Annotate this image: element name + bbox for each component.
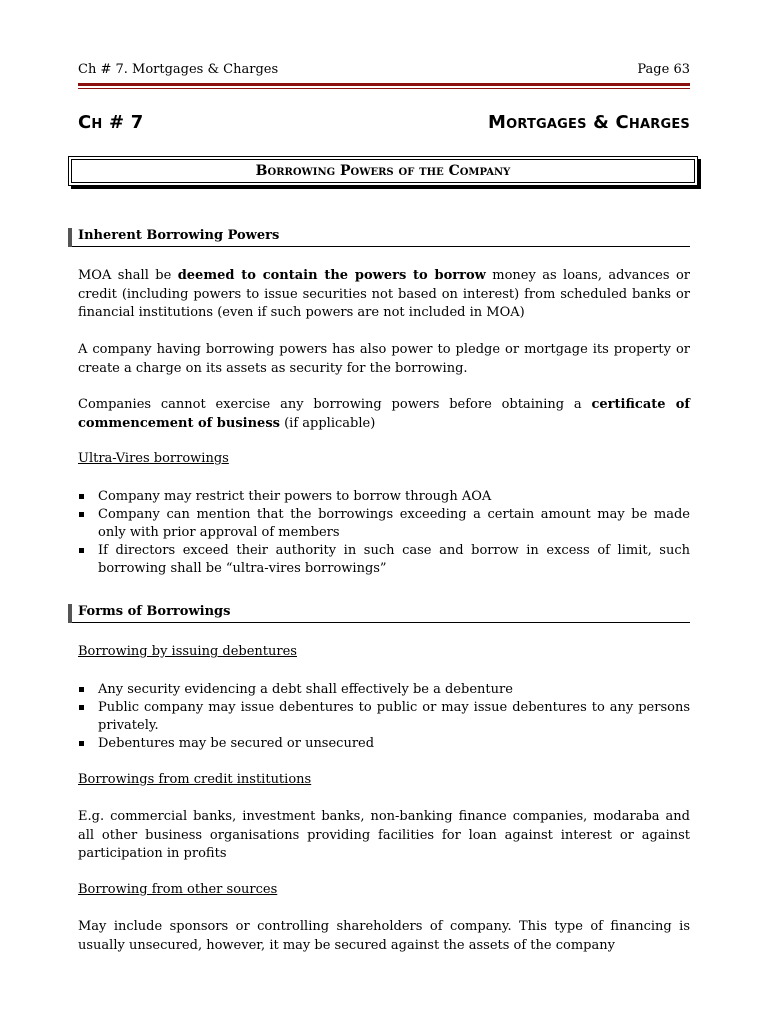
header-chapter: Ch # 7. Mortgages & Charges bbox=[78, 62, 279, 77]
heading-text: Forms of Borrowings bbox=[78, 604, 231, 619]
ultra-vires-list bbox=[78, 488, 690, 578]
heading-bar bbox=[68, 228, 72, 247]
section-title-box bbox=[68, 156, 698, 186]
header-rule-thin bbox=[78, 88, 690, 89]
list-item bbox=[78, 506, 690, 542]
list-item-text: Company may restrict their powers to borrow through AOA bbox=[98, 489, 492, 504]
subheading-credit-institutions: Borrowings from credit institutions bbox=[78, 772, 312, 787]
heading-bar bbox=[68, 604, 72, 623]
bullet-icon bbox=[79, 548, 84, 553]
chapter-heading bbox=[78, 112, 690, 133]
list-item-text: Any security evidencing a debt shall effectively be a debenture bbox=[98, 682, 513, 697]
text: (if applicable) bbox=[279, 415, 376, 431]
subheading-ultra-vires: Ultra-Vires borrowings bbox=[78, 451, 229, 466]
list-item-text: If directors exceed their authority in such case and borrow in excess of limit, such borrowing shall be “ultra-vires borrowings” bbox=[98, 543, 690, 576]
text: MOA shall be bbox=[78, 268, 178, 283]
text: money as loans, advances or credit (including powers to issue securities not based on interest) from scheduled banks or financial institutions (even if such powers are not included in MOA) bbox=[78, 268, 690, 320]
paragraph-credit-institutions: E.g. commercial banks, investment banks, non-banking finance companies, modaraba and all other business organisations providing facilities for loan against interest or against participation in profits bbox=[78, 809, 690, 861]
bullet-icon bbox=[79, 705, 84, 710]
list-item bbox=[78, 488, 690, 506]
debentures-list bbox=[78, 681, 690, 753]
text: Companies cannot exercise any borrowing powers before obtaining a bbox=[78, 397, 592, 412]
section-title: Borrowing Powers of the Company bbox=[71, 159, 695, 183]
bullet-icon bbox=[79, 687, 84, 692]
subheading-debentures: Borrowing by issuing debentures bbox=[78, 644, 297, 659]
paragraph-moa bbox=[78, 267, 690, 323]
chapter-number: Ch # 7 bbox=[78, 112, 144, 133]
paragraph-pledge: A company having borrowing powers has also power to pledge or mortgage its property or create a charge on its assets as security for the borrowing. bbox=[78, 342, 690, 376]
bold-text: certificate of commencement of business bbox=[78, 397, 690, 431]
paragraph-certificate bbox=[78, 396, 690, 433]
list-item bbox=[78, 681, 690, 699]
list-item-text: Company can mention that the borrowings exceeding a certain amount may be made only with prior approval of members bbox=[98, 507, 690, 540]
list-item bbox=[78, 735, 690, 753]
heading-text: Inherent Borrowing Powers bbox=[78, 228, 280, 243]
running-header bbox=[78, 62, 690, 77]
bullet-icon bbox=[79, 512, 84, 517]
list-item bbox=[78, 542, 690, 578]
header-page-number: Page 63 bbox=[637, 62, 690, 77]
chapter-title: Mortgages & Charges bbox=[487, 112, 690, 133]
list-item-text: Public company may issue debentures to public or may issue debentures to any persons privately. bbox=[98, 700, 690, 733]
list-item bbox=[78, 699, 690, 735]
bullet-icon bbox=[79, 741, 84, 746]
list-item-text: Debentures may be secured or unsecured bbox=[98, 736, 375, 751]
header-rule bbox=[78, 83, 690, 86]
paragraph-other-sources: May include sponsors or controlling shareholders of company. This type of financing is usually unsecured, however, it may be secured against the assets of the company bbox=[78, 919, 690, 953]
bullet-icon bbox=[79, 494, 84, 499]
heading-inherent-borrowing-powers bbox=[68, 228, 690, 247]
heading-forms-of-borrowings bbox=[68, 604, 690, 623]
bold-text: deemed to contain the powers to borrow bbox=[177, 268, 486, 283]
subheading-other-sources: Borrowing from other sources bbox=[78, 882, 278, 897]
